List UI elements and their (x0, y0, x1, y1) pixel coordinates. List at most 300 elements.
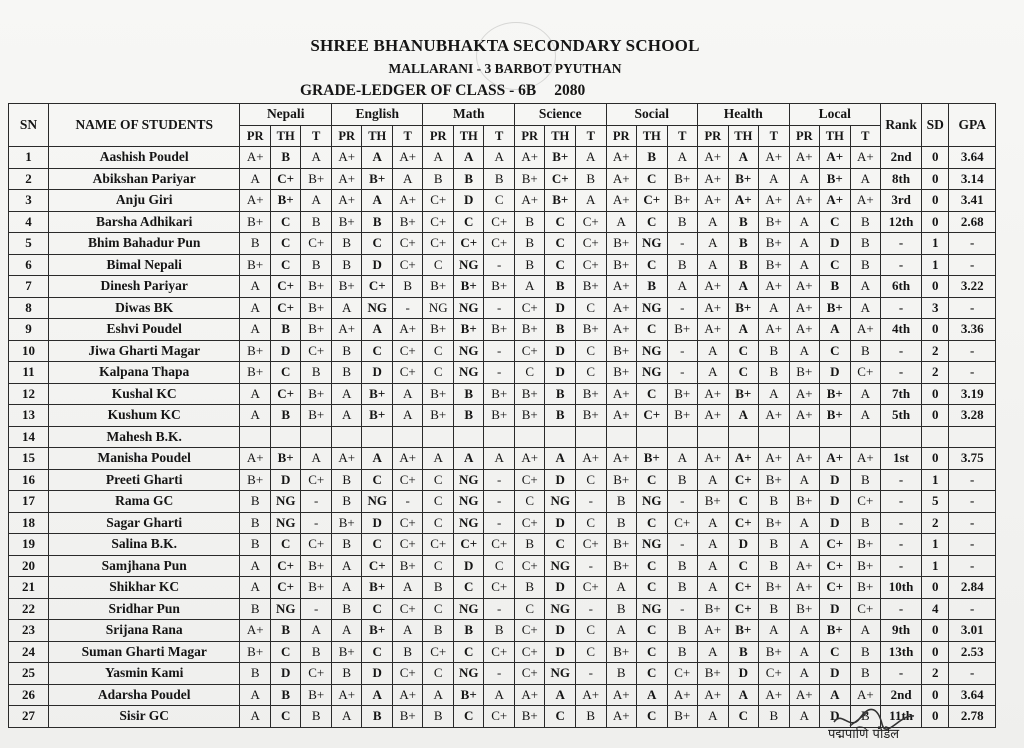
grade-cell: B (514, 534, 545, 556)
grade-cell (667, 426, 698, 448)
grade-cell: C (637, 168, 668, 190)
grade-cell: B (850, 663, 881, 685)
grade-cell: B+ (789, 491, 820, 513)
grade-cell: B (331, 362, 362, 384)
grade-cell: C+ (392, 469, 423, 491)
grade-cell: B+ (728, 383, 759, 405)
student-name: Bimal Nepali (48, 254, 239, 276)
grade-cell: B (362, 706, 393, 728)
grade-cell: A+ (331, 190, 362, 212)
grade-cell: A (850, 297, 881, 319)
table-row (9, 448, 996, 470)
grade-cell: B+ (453, 319, 484, 341)
grade-cell: A+ (789, 319, 820, 341)
rank-cell: 12th (881, 211, 922, 233)
table-row (9, 340, 996, 362)
grade-cell: A (331, 383, 362, 405)
table-row (9, 555, 996, 577)
grade-cell: C (423, 512, 454, 534)
grade-cell: NG (362, 491, 393, 513)
grade-cell: B+ (240, 211, 271, 233)
grade-cell: B (392, 276, 423, 298)
gpa-cell: 3.64 (949, 147, 996, 169)
grade-cell: NG (545, 491, 576, 513)
grade-cell: B (606, 512, 637, 534)
grade-cell: C (637, 663, 668, 685)
grade-cell: C (545, 706, 576, 728)
gpa-cell: - (949, 512, 996, 534)
grade-cell: B+ (667, 168, 698, 190)
grade-cell: A (850, 276, 881, 298)
grade-cell: C (270, 534, 301, 556)
grade-cell: NG (270, 598, 301, 620)
serial-number: 9 (9, 319, 49, 341)
grade-cell: C (423, 598, 454, 620)
table-row (9, 512, 996, 534)
rank-cell: 7th (881, 383, 922, 405)
grade-cell: A (423, 147, 454, 169)
grade-cell: A (850, 383, 881, 405)
grade-cell: B (850, 512, 881, 534)
grade-cell: B (667, 620, 698, 642)
gpa-header: GPA (949, 104, 996, 147)
grade-cell: B (484, 168, 515, 190)
gpa-cell: - (949, 555, 996, 577)
grade-cell: - (575, 555, 606, 577)
grade-cell: NG (637, 297, 668, 319)
grade-cell: C (637, 706, 668, 728)
grade-cell: B (606, 598, 637, 620)
grade-cell: C+ (514, 641, 545, 663)
grade-cell: A+ (331, 168, 362, 190)
gpa-cell: 3.19 (949, 383, 996, 405)
subject-header-english: English (331, 104, 423, 126)
component-header-th: TH (545, 125, 576, 147)
grade-cell: A+ (698, 319, 729, 341)
grade-cell: B (331, 491, 362, 513)
grade-cell: A+ (606, 190, 637, 212)
grade-cell: B+ (759, 641, 790, 663)
grade-cell: C+ (270, 168, 301, 190)
grade-cell: A (606, 211, 637, 233)
grade-cell: A (698, 512, 729, 534)
rank-cell: - (881, 469, 922, 491)
grade-cell (331, 426, 362, 448)
grade-cell: A+ (698, 297, 729, 319)
grade-cell: B+ (850, 534, 881, 556)
grade-cell: C (637, 383, 668, 405)
sd-cell: 2 (922, 340, 949, 362)
grade-cell: C+ (270, 383, 301, 405)
grade-cell: B (270, 405, 301, 427)
grade-cell: B (728, 233, 759, 255)
grade-cell: C (423, 663, 454, 685)
grade-cell: A (240, 577, 271, 599)
grade-cell: A+ (820, 147, 851, 169)
gpa-cell: 3.14 (949, 168, 996, 190)
grade-cell: A (789, 706, 820, 728)
serial-number: 24 (9, 641, 49, 663)
serial-number: 11 (9, 362, 49, 384)
grade-cell: B (514, 577, 545, 599)
grade-cell: C+ (392, 598, 423, 620)
grade-cell: D (545, 340, 576, 362)
grade-cell: A (820, 684, 851, 706)
component-header-pr: PR (514, 125, 545, 147)
subject-header-math: Math (423, 104, 515, 126)
grade-cell: A (789, 512, 820, 534)
grade-cell: - (575, 598, 606, 620)
serial-number: 17 (9, 491, 49, 513)
grade-cell: A+ (789, 555, 820, 577)
table-row (9, 577, 996, 599)
grade-cell: B+ (423, 383, 454, 405)
rank-header: Rank (881, 104, 922, 147)
grade-cell: A (789, 233, 820, 255)
table-row (9, 362, 996, 384)
grade-cell: C (453, 577, 484, 599)
serial-number: 21 (9, 577, 49, 599)
grade-cell: A+ (850, 147, 881, 169)
grade-cell: A+ (331, 147, 362, 169)
grade-cell: C (545, 254, 576, 276)
grade-cell: B (759, 555, 790, 577)
serial-number: 16 (9, 469, 49, 491)
table-row (9, 534, 996, 556)
grade-cell: A+ (759, 319, 790, 341)
rank-cell: - (881, 362, 922, 384)
grade-cell: B (606, 663, 637, 685)
grade-cell: C (545, 211, 576, 233)
grade-cell: A (850, 620, 881, 642)
grade-ledger-table (8, 103, 996, 728)
grade-cell: B (301, 362, 332, 384)
grade-cell: C (270, 706, 301, 728)
student-name: Dinesh Pariyar (48, 276, 239, 298)
grade-cell: B+ (392, 555, 423, 577)
grade-cell: C+ (423, 211, 454, 233)
grade-cell: C (637, 512, 668, 534)
rank-cell: 1st (881, 448, 922, 470)
grade-cell: A+ (606, 706, 637, 728)
grade-cell: C (728, 491, 759, 513)
grade-cell: B+ (362, 577, 393, 599)
grade-cell: A+ (331, 319, 362, 341)
grade-cell: B+ (820, 405, 851, 427)
grade-cell: C (514, 491, 545, 513)
grade-cell: A (789, 469, 820, 491)
grade-cell: B (423, 620, 454, 642)
component-header-pr: PR (606, 125, 637, 147)
grade-cell: B+ (606, 469, 637, 491)
grade-cell: B+ (667, 706, 698, 728)
sd-cell: 0 (922, 448, 949, 470)
grade-cell: B+ (606, 641, 637, 663)
serial-number: 22 (9, 598, 49, 620)
rank-cell: 6th (881, 276, 922, 298)
grade-cell: A+ (575, 684, 606, 706)
grade-cell: B (514, 233, 545, 255)
serial-number: 14 (9, 426, 49, 448)
grade-cell: NG (453, 340, 484, 362)
grade-cell: - (667, 297, 698, 319)
grade-cell: NG (453, 598, 484, 620)
grade-cell: C (362, 598, 393, 620)
table-row (9, 297, 996, 319)
grade-cell: B+ (759, 577, 790, 599)
grade-cell: C (545, 233, 576, 255)
grade-cell: C+ (514, 297, 545, 319)
grade-cell: C+ (392, 233, 423, 255)
grade-cell: A+ (606, 297, 637, 319)
grade-cell: B+ (820, 297, 851, 319)
grade-cell: B+ (484, 319, 515, 341)
grade-cell: A+ (698, 276, 729, 298)
grade-cell: - (484, 512, 515, 534)
grade-cell: B+ (240, 362, 271, 384)
serial-number: 13 (9, 405, 49, 427)
grade-cell: A (789, 168, 820, 190)
grade-cell: A+ (392, 684, 423, 706)
grade-cell: D (820, 512, 851, 534)
student-name: Salina B.K. (48, 534, 239, 556)
grade-cell: C+ (820, 555, 851, 577)
grade-cell: C+ (820, 534, 851, 556)
grade-cell: B+ (667, 319, 698, 341)
rank-cell: 10th (881, 577, 922, 599)
grade-cell: B+ (301, 555, 332, 577)
grade-cell: C (423, 469, 454, 491)
grade-cell: B (240, 534, 271, 556)
grade-cell: D (270, 340, 301, 362)
grade-cell: C (575, 297, 606, 319)
gpa-cell: - (949, 491, 996, 513)
rank-cell: - (881, 254, 922, 276)
component-header-th: TH (820, 125, 851, 147)
student-rows (9, 147, 996, 728)
sd-cell: 2 (922, 512, 949, 534)
grade-cell: B (453, 620, 484, 642)
grade-cell: B+ (301, 684, 332, 706)
grade-cell: NG (545, 555, 576, 577)
grade-cell: A (392, 168, 423, 190)
table-row (9, 319, 996, 341)
grade-cell: B+ (667, 383, 698, 405)
school-seal (476, 22, 556, 90)
grade-cell: B (240, 512, 271, 534)
grade-cell: C (362, 340, 393, 362)
gpa-cell: - (949, 598, 996, 620)
grade-cell: A (759, 297, 790, 319)
table-row (9, 168, 996, 190)
grade-cell: NG (637, 362, 668, 384)
grade-cell: C+ (484, 641, 515, 663)
serial-number: 26 (9, 684, 49, 706)
grade-cell: C+ (301, 233, 332, 255)
rank-cell: - (881, 512, 922, 534)
grade-cell: B+ (698, 491, 729, 513)
sd-cell: 0 (922, 319, 949, 341)
grade-cell (392, 426, 423, 448)
grade-cell: B (759, 534, 790, 556)
grade-cell: B+ (362, 620, 393, 642)
grade-cell: NG (270, 491, 301, 513)
grade-cell: A+ (392, 319, 423, 341)
grade-cell: C+ (301, 534, 332, 556)
grade-cell: B+ (301, 383, 332, 405)
grade-cell: B+ (545, 190, 576, 212)
grade-cell: B (728, 211, 759, 233)
student-name: Kushum KC (48, 405, 239, 427)
grade-cell: - (667, 491, 698, 513)
subject-header-science: Science (514, 104, 606, 126)
grade-cell: B+ (759, 254, 790, 276)
grade-cell: A+ (789, 147, 820, 169)
school-address: MALLARANI - 3 BARBOT PYUTHAN (388, 61, 622, 76)
grade-cell: A+ (514, 684, 545, 706)
grade-cell (575, 426, 606, 448)
grade-cell: B (270, 147, 301, 169)
grade-cell: A+ (728, 190, 759, 212)
grade-cell: C+ (484, 534, 515, 556)
grade-cell: C (637, 254, 668, 276)
grade-cell: A+ (698, 383, 729, 405)
grade-cell: B+ (301, 577, 332, 599)
grade-cell: B+ (453, 684, 484, 706)
grade-cell: C (453, 641, 484, 663)
grade-cell: C+ (759, 663, 790, 685)
grade-cell: C (637, 620, 668, 642)
grade-cell: - (392, 297, 423, 319)
grade-cell: C+ (392, 362, 423, 384)
subject-header-local: Local (789, 104, 881, 126)
student-name: Jiwa Gharti Magar (48, 340, 239, 362)
table-row (9, 233, 996, 255)
student-name: Abikshan Pariyar (48, 168, 239, 190)
serial-number: 19 (9, 534, 49, 556)
grade-cell: B+ (392, 211, 423, 233)
grade-cell: A (728, 319, 759, 341)
grade-cell: B (423, 168, 454, 190)
grade-cell: NG (453, 491, 484, 513)
grade-cell: C (637, 577, 668, 599)
grade-cell: B+ (728, 620, 759, 642)
student-name: Sridhar Pun (48, 598, 239, 620)
grade-cell: A (789, 663, 820, 685)
table-row (9, 426, 996, 448)
grade-cell: A+ (514, 190, 545, 212)
grade-cell: A (698, 706, 729, 728)
grade-cell: A (575, 147, 606, 169)
grade-cell: C+ (301, 663, 332, 685)
gpa-cell: 3.22 (949, 276, 996, 298)
grade-cell: C+ (392, 340, 423, 362)
serial-number: 23 (9, 620, 49, 642)
grade-cell: D (270, 663, 301, 685)
serial-number: 8 (9, 297, 49, 319)
grade-cell: C (514, 598, 545, 620)
grade-cell: A (850, 168, 881, 190)
grade-cell: C (820, 340, 851, 362)
grade-cell: A+ (392, 190, 423, 212)
grade-cell: C (728, 340, 759, 362)
grade-cell: B+ (850, 577, 881, 599)
grade-cell: A+ (820, 448, 851, 470)
grade-cell: C+ (637, 405, 668, 427)
grade-cell (270, 426, 301, 448)
grade-cell: B+ (667, 405, 698, 427)
grade-cell: A (240, 405, 271, 427)
gpa-cell: - (949, 233, 996, 255)
grade-cell: C (820, 254, 851, 276)
grade-cell: A+ (850, 319, 881, 341)
rank-cell: 11th (881, 706, 922, 728)
student-name: Srijana Rana (48, 620, 239, 642)
component-header-pr: PR (423, 125, 454, 147)
grade-cell: - (301, 512, 332, 534)
student-name: Yasmin Kami (48, 663, 239, 685)
grade-cell: C+ (545, 168, 576, 190)
grade-cell: NG (453, 663, 484, 685)
grade-cell: B+ (667, 190, 698, 212)
grade-cell: C+ (728, 469, 759, 491)
table-row (9, 684, 996, 706)
subject-header-nepali: Nepali (240, 104, 332, 126)
grade-cell: A (301, 147, 332, 169)
rank-cell: - (881, 233, 922, 255)
gpa-cell: 2.78 (949, 706, 996, 728)
table-row (9, 641, 996, 663)
grade-cell: A (423, 448, 454, 470)
rank-cell: 2nd (881, 684, 922, 706)
grade-cell: C (270, 362, 301, 384)
grade-cell: C (423, 362, 454, 384)
student-name: Aashish Poudel (48, 147, 239, 169)
grade-cell: A (240, 276, 271, 298)
grade-cell: A (514, 276, 545, 298)
grade-cell: B+ (514, 405, 545, 427)
sd-cell: 5 (922, 491, 949, 513)
grade-cell: C+ (667, 663, 698, 685)
grade-cell: C (637, 469, 668, 491)
grade-cell: B+ (850, 555, 881, 577)
grade-cell: B+ (331, 211, 362, 233)
grade-cell: D (728, 534, 759, 556)
grade-cell: A+ (606, 168, 637, 190)
grade-cell: B+ (301, 276, 332, 298)
serial-number: 4 (9, 211, 49, 233)
sd-cell: 2 (922, 663, 949, 685)
grade-cell: C (423, 254, 454, 276)
grade-cell: A (606, 620, 637, 642)
sd-cell: 1 (922, 555, 949, 577)
grade-cell: A (392, 577, 423, 599)
rank-cell: 8th (881, 168, 922, 190)
grade-cell: B+ (270, 448, 301, 470)
grade-cell: B (667, 555, 698, 577)
grade-cell: B+ (759, 469, 790, 491)
rank-cell: 3rd (881, 190, 922, 212)
grade-cell: B+ (453, 276, 484, 298)
grade-cell: C+ (575, 254, 606, 276)
sd-cell: 0 (922, 168, 949, 190)
grade-cell: D (453, 190, 484, 212)
grade-cell: B (667, 577, 698, 599)
serial-number: 20 (9, 555, 49, 577)
grade-cell: - (484, 254, 515, 276)
grade-cell: NG (453, 362, 484, 384)
gpa-cell: 3.64 (949, 684, 996, 706)
